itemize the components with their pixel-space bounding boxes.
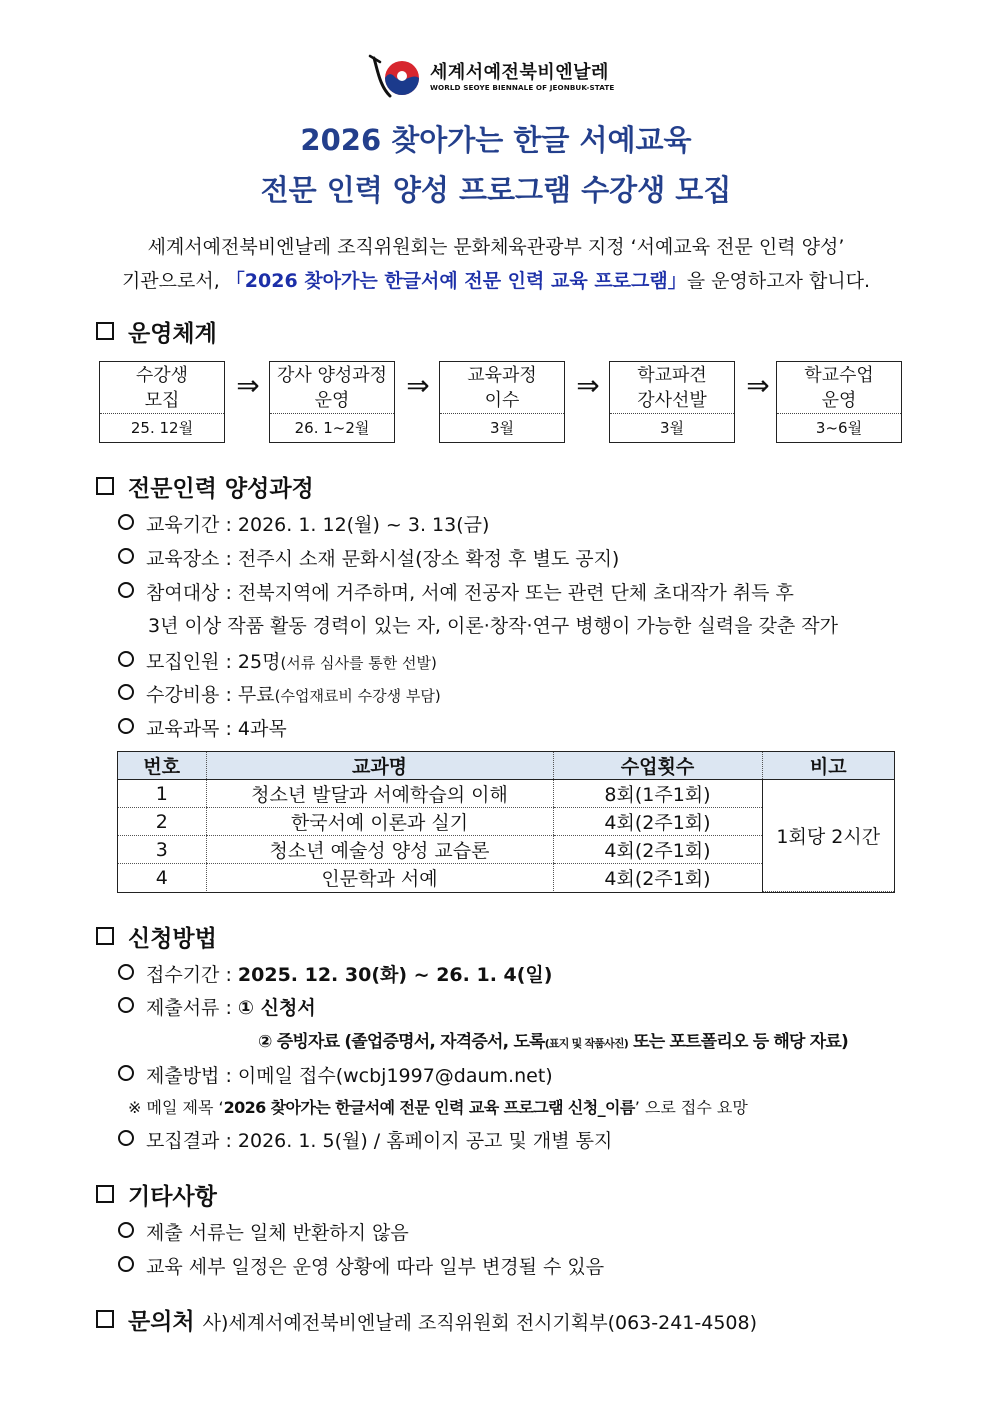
course-name: 청소년 예술성 양성 교습론 [206, 836, 553, 864]
course-table [118, 752, 894, 892]
etc-item [118, 1218, 409, 1245]
section-apply-title: 신청방법 [128, 926, 217, 952]
flow-step-line2: 운영 [821, 390, 857, 411]
logo-name-korean: 세계서예전북비엔날레 [430, 62, 609, 83]
apply-doc2-post: 또는 포트폴리오 등 해당 자료) [627, 1032, 849, 1052]
flow-step-date: 25. 12월 [130, 419, 194, 437]
flow-step-date: 26. 1~2월 [294, 419, 370, 437]
apply-period [118, 960, 552, 987]
flow-arrow-icon: ⇒ [746, 369, 770, 402]
apply-result-text: 모집결과 : 2026. 1. 5(월) / 홈페이지 공고 및 개별 통지 [146, 1130, 613, 1152]
section-contact-title: 문의처 [128, 1309, 195, 1335]
flow-step [439, 361, 565, 443]
section-training-header [96, 470, 314, 503]
flow-arrow-icon: ⇒ [236, 369, 260, 402]
flow-arrow-icon: ⇒ [406, 369, 430, 402]
table-header: 수업횟수 [553, 752, 762, 780]
mail-note-subject: 2026 찾아가는 한글서예 전문 인력 교육 프로그램 신청_이름 [223, 1098, 635, 1117]
flow-step-line1: 강사 양성과정 [276, 365, 388, 386]
section-operation-title: 운영체계 [128, 321, 217, 347]
flow-step-line1: 수강생 [135, 365, 189, 386]
training-place [118, 544, 619, 571]
circle-bullet-icon [118, 514, 134, 530]
apply-doc1: ① 신청서 [237, 997, 316, 1019]
etc-item [118, 1252, 604, 1279]
course-name: 청소년 발달과 서예학습의 이해 [206, 780, 553, 808]
course-no: 4 [155, 866, 168, 889]
section-contact-header [96, 1303, 757, 1336]
course-no: 3 [118, 836, 206, 864]
apply-doc2-text: ② 증빙자료 (졸업증명서, 자격증서, 도록 [258, 1032, 545, 1052]
page-title-line1: 2026 찾아가는 한글 서예교육 [300, 123, 692, 157]
course-count: 4회(2주1회) [553, 808, 762, 836]
flow-step-line2: 운영 [314, 390, 350, 411]
checkbox-square-icon [96, 477, 114, 495]
circle-bullet-icon [118, 548, 134, 564]
apply-result [118, 1126, 612, 1153]
apply-method [118, 1061, 553, 1088]
course-no: 2 [118, 808, 206, 836]
course-count: 4회(2주1회) [553, 864, 762, 892]
table-header-row [118, 752, 894, 780]
course-note: 1회당 2시간 [762, 780, 894, 892]
intro-line2 [0, 266, 992, 293]
checkbox-square-icon [96, 927, 114, 945]
training-target [118, 578, 794, 605]
circle-bullet-icon [118, 964, 134, 980]
training-subjects-text: 교육과목 : 4과목 [146, 718, 287, 740]
circle-bullet-icon [118, 997, 134, 1013]
apply-period-value: 2025. 12. 30(화) ~ 26. 1. 4(일) [237, 964, 553, 986]
section-apply-header [96, 920, 217, 953]
course-no: 1 [118, 780, 206, 808]
section-etc-title: 기타사항 [128, 1184, 217, 1210]
table-header: 번호 [118, 752, 206, 780]
flow-step-line2: 이수 [484, 390, 520, 411]
table-header: 교과명 [206, 752, 553, 780]
training-cost-text: 수강비용 : 무료 [146, 684, 275, 706]
etc-item-text: 제출 서류는 일체 반환하지 않음 [146, 1222, 409, 1244]
training-target-line2: 3년 이상 작품 활동 경력이 있는 자, 이론·창작·연구 병행이 가능한 실력을 갖춘 작가 [148, 615, 839, 637]
checkbox-square-icon [96, 1310, 114, 1328]
table-header: 비고 [762, 752, 894, 780]
intro-line2-pre: 기관으로서, [121, 270, 226, 292]
circle-bullet-icon [118, 1065, 134, 1081]
flow-step [776, 361, 902, 443]
circle-bullet-icon [118, 1130, 134, 1146]
training-target-text: 참여대상 : 전북지역에 거주하며, 서예 전공자 또는 관련 단체 초대작가 취득 후 [146, 582, 794, 604]
apply-mail-note [128, 1095, 748, 1118]
flow-step [269, 361, 395, 443]
biennale-emblem-icon [368, 52, 424, 102]
course-name: 한국서예 이론과 실기 [206, 808, 553, 836]
training-cost [118, 680, 441, 707]
section-training-title: 전문인력 양성과정 [128, 476, 314, 502]
section-etc-header [96, 1178, 217, 1211]
checkbox-square-icon [96, 322, 114, 340]
flow-step [609, 361, 735, 443]
circle-bullet-icon [118, 651, 134, 667]
apply-period-label: 접수기간 : [146, 964, 238, 986]
training-people [118, 647, 437, 674]
apply-method-text: 제출방법 : 이메일 접수(wcbj1997@daum.net) [146, 1065, 553, 1087]
flow-step [99, 361, 225, 443]
training-people-note: (서류 심사를 통한 선발) [280, 654, 437, 672]
intro-line1: 세계서예전북비엔날레 조직위원회는 문화체육관광부 지정 ‘서예교육 전문 인력 양성’ [147, 236, 845, 258]
table-row [118, 780, 894, 808]
section-operation-header [96, 315, 217, 348]
circle-bullet-icon [118, 582, 134, 598]
circle-bullet-icon [118, 684, 134, 700]
flow-step-line1: 교육과정 [467, 365, 537, 386]
course-count: 8회(1주1회) [553, 780, 762, 808]
training-people-text: 모집인원 : 25명 [146, 651, 281, 673]
logo-name-english: WORLD SEOYE BIENNALE OF JEONBUK-STATE [430, 83, 615, 92]
etc-item-text: 교육 세부 일정은 운영 상황에 따라 일부 변경될 수 있음 [146, 1256, 605, 1278]
circle-bullet-icon [118, 1222, 134, 1238]
flow-step-date: 3월 [659, 419, 685, 437]
mail-note-post: ’ 으로 접수 요망 [634, 1098, 748, 1117]
page-title-line2: 전문 인력 양성 프로그램 수강생 모집 [260, 173, 732, 207]
training-subjects [118, 714, 287, 741]
flow-step-line1: 학교수업 [804, 365, 874, 386]
circle-bullet-icon [118, 718, 134, 734]
flow-step-line2: 모집 [144, 390, 180, 411]
apply-docs-label: 제출서류 : [146, 997, 238, 1019]
apply-doc2 [258, 1027, 848, 1052]
apply-doc2-small: (표지 및 작품사진) [544, 1037, 628, 1050]
flow-step-line2: 강사선발 [637, 390, 707, 411]
training-period [118, 510, 489, 537]
course-name: 인문학과 서예 [206, 864, 553, 892]
training-period-text: 교육기간 : 2026. 1. 12(월) ~ 3. 13(금) [146, 514, 490, 536]
flow-step-date: 3~6월 [815, 419, 863, 437]
apply-docs [118, 993, 316, 1020]
training-place-text: 교육장소 : 전주시 소재 문화시설(장소 확정 후 별도 공지) [146, 548, 620, 570]
intro-line2-post: 을 운영하고자 합니다. [686, 270, 871, 292]
flow-step-date: 3월 [489, 419, 515, 437]
circle-bullet-icon [118, 1256, 134, 1272]
mail-note-pre: ※ 메일 제목 ‘ [128, 1098, 224, 1117]
intro-program-name: 「2026 찾아가는 한글서예 전문 인력 교육 프로그램」 [225, 270, 687, 292]
flow-arrow-icon: ⇒ [576, 369, 600, 402]
checkbox-square-icon [96, 1185, 114, 1203]
flow-step-line1: 학교파견 [637, 365, 707, 386]
training-cost-note: (수업재료비 수강생 부담) [274, 687, 441, 705]
contact-desc: 사)세계서예전북비엔날레 조직위원회 전시기획부(063-241-4508) [202, 1312, 758, 1334]
course-count: 4회(2주1회) [553, 836, 762, 864]
biennale-logo [368, 52, 630, 102]
